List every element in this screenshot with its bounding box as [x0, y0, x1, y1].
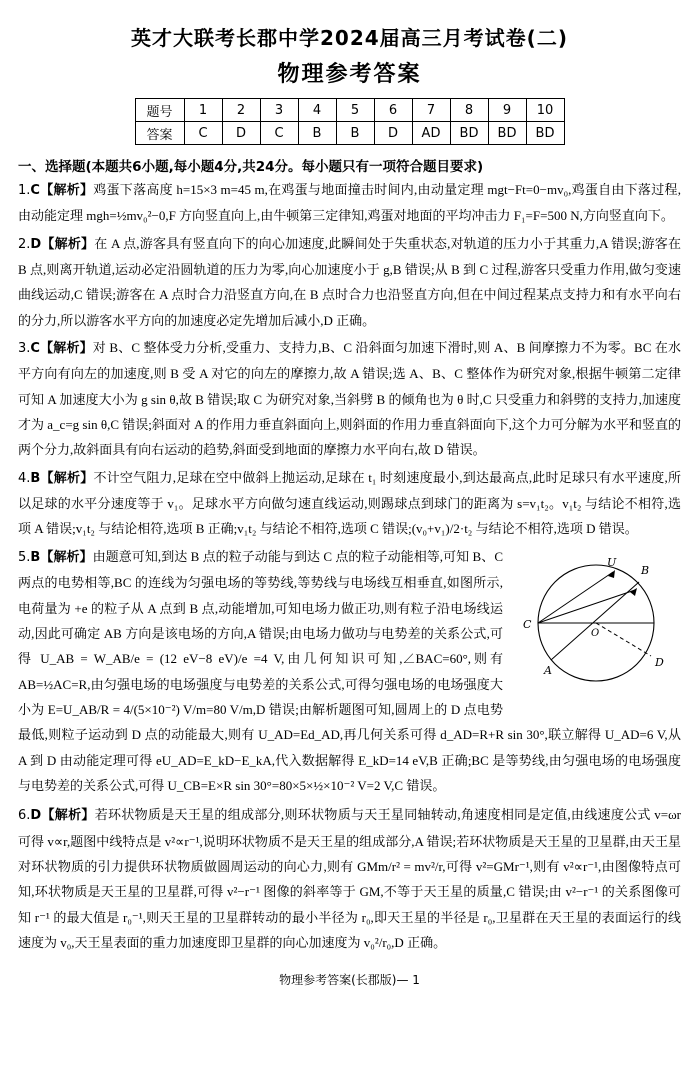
figure-svg	[511, 548, 681, 698]
table-cell: AD	[412, 122, 450, 145]
question-5	[18, 544, 681, 798]
question-1	[18, 177, 681, 229]
page-title-subject: 物理参考答案	[277, 62, 422, 87]
table-cell: D	[222, 122, 260, 145]
question-1-answer: C	[30, 183, 40, 198]
explanations-body	[18, 177, 681, 955]
question-2-text: 在 A 点,游客具有竖直向下的向心加速度,此瞬间处于失重状态,对轨道的压力小于其重力,A 错误;游客在 B 点,则离开轨道,运动必定沿圆轨道的压力为零,向心加速度小于 g,B 错误;从 B 到 C 过程,游客只受重力作用,做匀变速曲线运动,C 错误;游客在 A 点时合力沿竖直方向,在 B 点时合力也沿竖直方向,但在中间过程某点支持力和有水平向右的分力,所以游客水平方向的加速度必定先增加后减小,D 正确。	[18, 235, 681, 328]
arrow-head-u	[608, 570, 615, 578]
chord-line	[551, 582, 639, 660]
question-4-number: 4.	[18, 470, 31, 486]
table-cell: 2	[222, 99, 260, 122]
label-c: C	[523, 617, 532, 631]
answer-key-page	[0, 22, 699, 1077]
section-heading-choice: 一、选择题(本题共6小题,每小题4分,共24分。每小题只有一项符合题目要求)	[18, 159, 484, 175]
table-cell: D	[374, 122, 412, 145]
question-4	[18, 465, 681, 542]
label-a: A	[544, 663, 552, 677]
table-cell: 10	[526, 99, 564, 122]
table-cell: 6	[374, 99, 412, 122]
question-1-text: 鸡蛋下落高度 h=15×3 m=45 m,在鸡蛋与地面撞击时间内,由动量定理 mgt−Ft=0−mv₀,鸡蛋自由下落过程,由动能定理 mgh=½mv₀²−0,F 方向竖直向上,由牛顿第三定律知,鸡蛋对地面的平均冲击力 F₁=F=500 N,方向竖直向下。	[18, 182, 681, 224]
table-cell: 4	[298, 99, 336, 122]
line-c-to-b	[538, 590, 635, 623]
question-4-tag: 【解析】	[40, 470, 94, 486]
table-cell: 5	[336, 99, 374, 122]
label-o: O	[591, 627, 600, 639]
table-cell: 7	[412, 99, 450, 122]
table-cell: C	[260, 122, 298, 145]
answer-table-container	[0, 98, 699, 145]
question-5-text: 由题意可知,到达 B 点的粒子动能与到达 C 点的粒子动能相等,可知 B、C 两点的电势相等,BC 的连线为匀强电场的等势线,等势线与电场线互相垂直,如图所示,电荷量为 +e 的粒子从 A 点到 B 点,动能增加,可知电场力做正功,则有粒子沿电场线运动,因此可确定 AB 方向是该电场的方向,A 错误;由电场力做功与电势差的关系公式,可得 U_AB = W_AB/e = (12 eV−8 eV)/e =4 V,由几何知识可知,∠BAC=60°,则有 AB=½AC=R,由匀强电场的电场强度与电势差的关系公式,可得匀强电场的电场强度大小为 E=U_AB/R = 4/(5×10⁻²) V/m=80 V/m,D 错误;由解析题图可知,圆周上的 D 点电势最低,则粒子运动到 D 点的动能最大,则有 U_AD=Ed_AD,再几何关系可得 d_AD=R+R sin 30°,联立解得 U_AD=6 V,从 A 到 D 由动能定理可得 eU_AD=E_kD−E_kA,代入数据解得 E_kD=14 eV,B 正确;BC 是等势线,由匀强电场的电场强度与电势差的关系公式,可得 U_CB=E×R sin 30°=80×5×½×10⁻² V=2 V,C 错误。	[18, 548, 681, 793]
answer-table	[135, 98, 565, 145]
page-footer: 物理参考答案(长郡版)— 1	[279, 973, 420, 988]
question-6-answer: D	[30, 808, 42, 824]
question-3-number: 3.	[18, 341, 31, 357]
table-cell: BD	[450, 122, 488, 145]
question-6-number: 6.	[18, 808, 31, 824]
row-label-number: 题号	[135, 99, 184, 122]
table-cell: C	[184, 122, 222, 145]
table-cell: 8	[450, 99, 488, 122]
label-u: U	[607, 555, 617, 569]
table-cell: BD	[526, 122, 564, 145]
question-1-tag: 【解析】	[39, 183, 94, 198]
question-3-text: 对 B、C 整体受力分析,受重力、支持力,B、C 沿斜面匀加速下滑时,则 A、B 间摩擦力不为零。BC 在水平方向有向左的加速度,则 B 受 A 对它的向左的摩擦力,故 A 错误;选 A、B、C 整体作为研究对象,根据牛顿第二定律可知 A 加速度大小为 g sin θ,故 B 错误;取 C 为研究对象,当斜劈 B 的倾角也为 θ 时,C 只受重力和斜劈的支持力,加速度才为 a_c=g sin θ,C 错误;斜面对 A 的作用力垂直斜面向上,则斜面的作用力垂直斜面向下,这个力可分解为水平和竖直的两个分力,故斜面具有向右运动的趋势,斜面受到地面的摩擦力水平向右,故 D 错误。	[18, 340, 681, 458]
page-title-exam: 英才大联考长郡中学2024届高三月考试卷(二)	[131, 26, 568, 50]
table-row-numbers	[135, 99, 564, 122]
question-3	[18, 335, 681, 463]
question-2-tag: 【解析】	[41, 236, 95, 252]
question-2-answer: D	[30, 236, 42, 252]
table-cell: BD	[488, 122, 526, 145]
label-b: B	[641, 563, 650, 577]
question-6-text: 若环状物质是天王星的组成部分,则环状物质与天王星同轴转动,角速度相同是定值,由线速度公式 v=ωr 可得 v∝r,题图中线特点是 v²∝r⁻¹,说明环状物质不是天王星的组成部分,A 错误;若环状物质是天王星的卫星群,由天王星对环状物质的引力提供环状物质做圆周运动的向心力,则有 GMm/r² = mv²/r,可得 v²=GMr⁻¹,则有 v²∝r⁻¹,由图像特点可知,环状物质是天王星的卫星群,可得 v²−r⁻¹ 图像的斜率等于 GM,不等于天王星的质量,C 错误;由 v²−r⁻¹ 的关系图像可知 r⁻¹ 的最大值是 r₀⁻¹,则天王星的卫星群转动的最小半径为 r₀,即天王星的半径是 r₀,卫星群在天王星的表面运行的线速度为 v₀,天王星表面的重力加速度即卫星群的向心加速度为 v₀²/r₀,D 正确。	[18, 807, 681, 950]
question-6-tag: 【解析】	[41, 808, 95, 824]
table-cell: 3	[260, 99, 298, 122]
table-cell: B	[336, 122, 374, 145]
question-1-number: 1.	[18, 183, 31, 198]
question-3-tag: 【解析】	[39, 341, 93, 357]
question-3-answer: C	[30, 341, 40, 357]
question-2-number: 2.	[18, 236, 31, 252]
question-4-answer: B	[30, 470, 41, 486]
table-cell: B	[298, 122, 336, 145]
table-cell: 9	[488, 99, 526, 122]
dashed-line-to-d	[596, 623, 651, 656]
question-4-text: 不计空气阻力,足球在空中做斜上抛运动,足球在 t₁ 时刻速度最小,到达最高点,此时足球只有水平速度,所以足球的水平分速度等于 v₁。足球水平方向做匀速直线运动,则踢球点到球门的距离为 s=v₁t₂。v₁t₂ 与结论不相符,选项 A 错误;v₁t₂ 与结论相符,选项 B 正确;v₁t₂ 与结论不相符,选项 C 错误;(v₀+v₁)/2·t₂ 与结论不相符,选项 D 错误。	[18, 469, 681, 537]
question-6	[18, 802, 681, 955]
electric-field-circle-figure	[511, 548, 681, 698]
question-5-answer: B	[30, 549, 41, 565]
table-cell: 1	[184, 99, 222, 122]
label-d: D	[655, 655, 664, 669]
question-5-number: 5.	[18, 549, 31, 565]
question-2	[18, 231, 681, 333]
table-row-answers	[135, 122, 564, 145]
question-5-tag: 【解析】	[40, 549, 93, 565]
row-label-answer: 答案	[135, 122, 184, 145]
